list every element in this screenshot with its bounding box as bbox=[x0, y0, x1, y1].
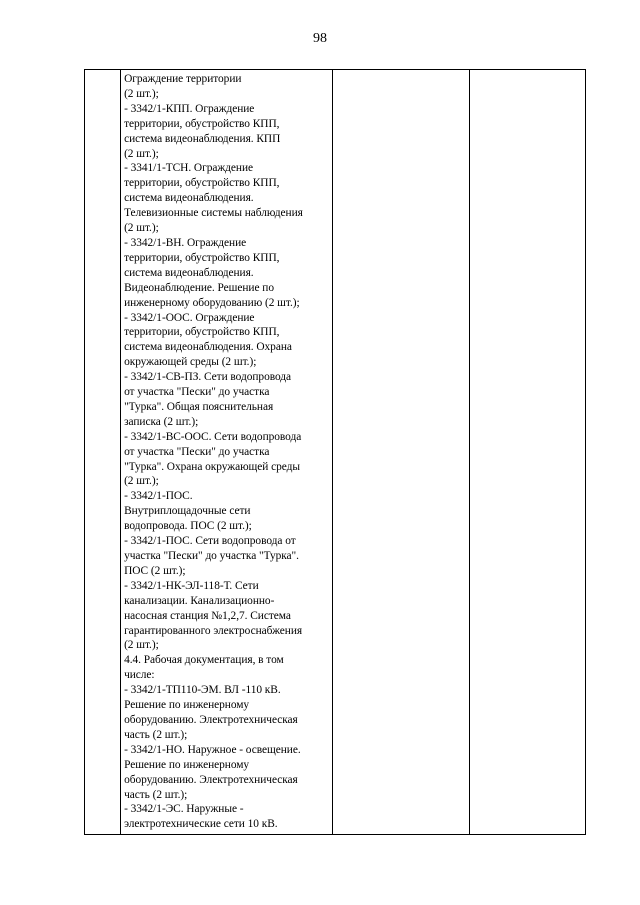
text-line: Решение по инженерному bbox=[124, 758, 250, 771]
text-line: "Турка". Общая пояснительная bbox=[124, 400, 274, 413]
table-row bbox=[85, 70, 586, 835]
text-line: от участка "Пески" до участка bbox=[124, 445, 270, 458]
text-line: от участка "Пески" до участка bbox=[124, 386, 270, 399]
text-line: территории, обустройство КПП, bbox=[124, 251, 280, 264]
text-line: территории, обустройство КПП, bbox=[124, 117, 280, 130]
text-line: - 3342/1-ЭС. Наружные - bbox=[124, 803, 244, 816]
text-line: записка (2 шт.); bbox=[124, 415, 199, 428]
text-line: территории, обустройство КПП, bbox=[124, 177, 280, 190]
text-line: (2 шт.); bbox=[124, 639, 159, 652]
text-line: - 3342/1-ВН. Ограждение bbox=[124, 236, 247, 249]
cell-empty-4 bbox=[469, 70, 585, 835]
cell-description bbox=[121, 70, 333, 835]
text-line: - 3342/1-НК-ЭЛ-118-Т. Сети bbox=[124, 579, 259, 592]
text-line: - 3342/1-НО. Наружное - освещение. bbox=[124, 743, 301, 756]
cell-index bbox=[85, 70, 121, 835]
text-line: (2 шт.); bbox=[124, 222, 159, 235]
text-line: - 3342/1-ПОС. Сети водопровода от bbox=[124, 535, 296, 548]
text-line: окружающей среды (2 шт.); bbox=[124, 356, 257, 369]
text-line: часть (2 шт.); bbox=[124, 728, 188, 741]
text-line: оборудованию. Электротехническая bbox=[124, 713, 298, 726]
cell-empty-3 bbox=[333, 70, 469, 835]
text-line: гарантированного электроснабжения bbox=[124, 624, 303, 637]
text-line: система видеонаблюдения. bbox=[124, 192, 254, 205]
text-line: - 3342/1-КПП. Ограждение bbox=[124, 102, 255, 115]
text-line: насосная станция №1,2,7. Система bbox=[124, 609, 291, 622]
text-line: (2 шт.); bbox=[124, 147, 159, 160]
document-table bbox=[84, 69, 586, 835]
text-line: "Турка". Охрана окружающей среды bbox=[124, 460, 300, 473]
text-line: ПОС (2 шт.); bbox=[124, 564, 186, 577]
text-line: Решение по инженерному bbox=[124, 699, 250, 712]
text-line: территории, обустройство КПП, bbox=[124, 326, 280, 339]
text-line: канализации. Канализационно- bbox=[124, 594, 275, 607]
text-line: - 3342/1-ТП110-ЭМ. ВЛ -110 кВ. bbox=[124, 684, 281, 697]
text-line: система видеонаблюдения. bbox=[124, 266, 254, 279]
text-line: - 3341/1-ТСН. Ограждение bbox=[124, 162, 254, 175]
text-line: оборудованию. Электротехническая bbox=[124, 773, 298, 786]
text-line: - 3342/1-ПОС. bbox=[124, 490, 193, 503]
text-line: система видеонаблюдения. КПП bbox=[124, 132, 281, 145]
text-line: участка "Пески" до участка "Турка". bbox=[124, 550, 299, 562]
text-line: - 3342/1-ООС. Ограждение bbox=[124, 311, 255, 324]
text-line: (2 шт.); bbox=[124, 87, 159, 100]
text-line: (2 шт.); bbox=[124, 475, 159, 488]
text-line: числе: bbox=[124, 669, 155, 682]
text-line: - 3342/1-СВ-ПЗ. Сети водопровода bbox=[124, 371, 292, 384]
text-line: электротехнические сети 10 кВ. bbox=[124, 818, 278, 831]
text-line: Видеонаблюдение. Решение по bbox=[124, 281, 274, 294]
text-line: часть (2 шт.); bbox=[124, 788, 188, 801]
text-line: инженерному оборудованию (2 шт.); bbox=[124, 296, 300, 309]
text-line: Внутриплощадочные сети bbox=[124, 505, 251, 518]
text-line: система видеонаблюдения. Охрана bbox=[124, 341, 292, 354]
text-line: водопровода. ПОС (2 шт.); bbox=[124, 520, 252, 533]
page-number: 98 bbox=[313, 31, 327, 46]
text-line: 4.4. Рабочая документация, в том bbox=[124, 654, 284, 667]
text-line: Ограждение территории bbox=[124, 73, 242, 85]
description-text bbox=[121, 70, 332, 832]
text-line: - 3342/1-ВС-ООС. Сети водопровода bbox=[124, 430, 302, 443]
text-line: Телевизионные системы наблюдения bbox=[124, 207, 303, 220]
